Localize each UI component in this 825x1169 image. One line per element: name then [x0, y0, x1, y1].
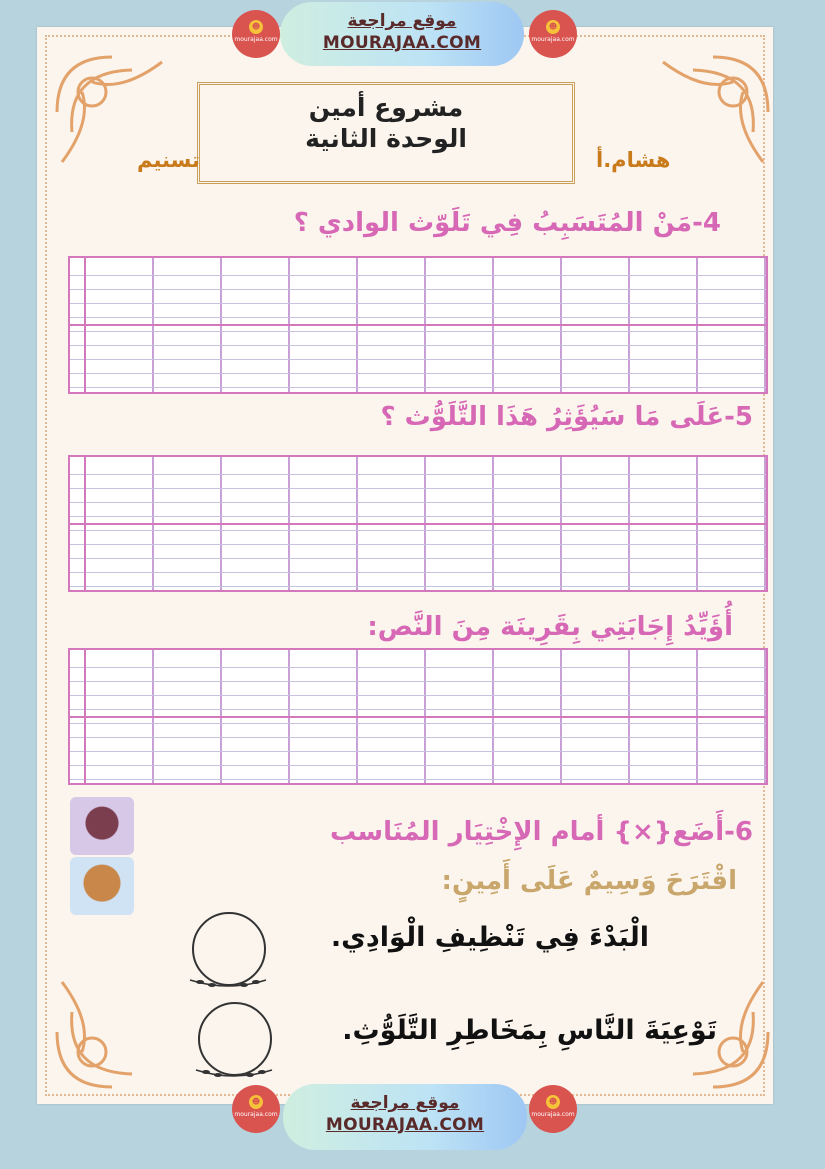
project-title: مشروع أمين	[308, 93, 464, 122]
question-4: 4-مَنْ المُتَسَبِبُ فِي تَلَوّث الوادي ؟	[293, 208, 721, 238]
character-image	[70, 797, 134, 855]
answer-lines-support[interactable]	[68, 648, 768, 785]
option-1-checkbox[interactable]	[192, 912, 266, 986]
option-2-checkbox[interactable]	[198, 1002, 272, 1076]
site-badge-right-bottom	[529, 1085, 577, 1133]
badge-text: mourajaa.com	[531, 36, 575, 43]
laurel-icon	[188, 974, 268, 988]
badge-text: mourajaa.com	[234, 1111, 278, 1118]
support-prompt: أُؤَيِّدُ إِجَابَتِي بِقَرِينَة مِنَ النَّص:	[367, 612, 733, 642]
option-2-text: تَوْعِيَةَ النَّاسِ بِمَخَاطِرِ التَّلَوُّثِ.	[342, 1015, 717, 1046]
student-name: تسنيم	[137, 148, 200, 172]
character-image	[70, 857, 134, 915]
title-frame	[197, 82, 575, 184]
site-domain: MOURAJAA.COM	[322, 33, 482, 53]
grid-divider	[70, 523, 766, 525]
teacher-name: هشام.أ	[596, 148, 671, 172]
site-name-arabic: موقع مراجعة	[350, 1093, 460, 1113]
logo-icon: ☻	[546, 20, 560, 34]
answer-lines-q5[interactable]	[68, 455, 768, 592]
question-5: 5-عَلَى مَا سَيُؤَثِرُ هَذَا التَّلَوُّث ؟	[380, 402, 753, 432]
option-1-text: الْبَدْءَ فِي تَنْظِيفِ الْوَادِي.	[330, 922, 649, 953]
logo-icon: ☻	[546, 1095, 560, 1109]
proposal-prompt: اقْتَرَحَ وَسِيمٌ عَلَى أَمِينٍ:	[441, 866, 737, 896]
grid-divider	[70, 324, 766, 326]
site-name-arabic: موقع مراجعة	[347, 11, 457, 31]
site-domain: MOURAJAA.COM	[325, 1115, 485, 1135]
question-6: 6-أَضَع{×} أمام الإِخْتِيَار المُنَاسب	[329, 817, 753, 847]
logo-icon: ☻	[249, 1095, 263, 1109]
site-link-top[interactable]	[280, 2, 524, 66]
site-badge-left-top	[232, 10, 280, 58]
unit-title: الوحدة الثانية	[305, 124, 467, 153]
badge-text: mourajaa.com	[234, 36, 278, 43]
laurel-icon	[194, 1064, 274, 1078]
site-badge-right-top	[529, 10, 577, 58]
logo-icon: ☻	[249, 20, 263, 34]
grid-divider	[70, 716, 766, 718]
badge-text: mourajaa.com	[531, 1111, 575, 1118]
site-badge-left-bottom	[232, 1085, 280, 1133]
corner-ornament-icon	[52, 962, 182, 1092]
answer-lines-q4[interactable]	[68, 256, 768, 394]
site-link-bottom[interactable]	[283, 1084, 527, 1150]
